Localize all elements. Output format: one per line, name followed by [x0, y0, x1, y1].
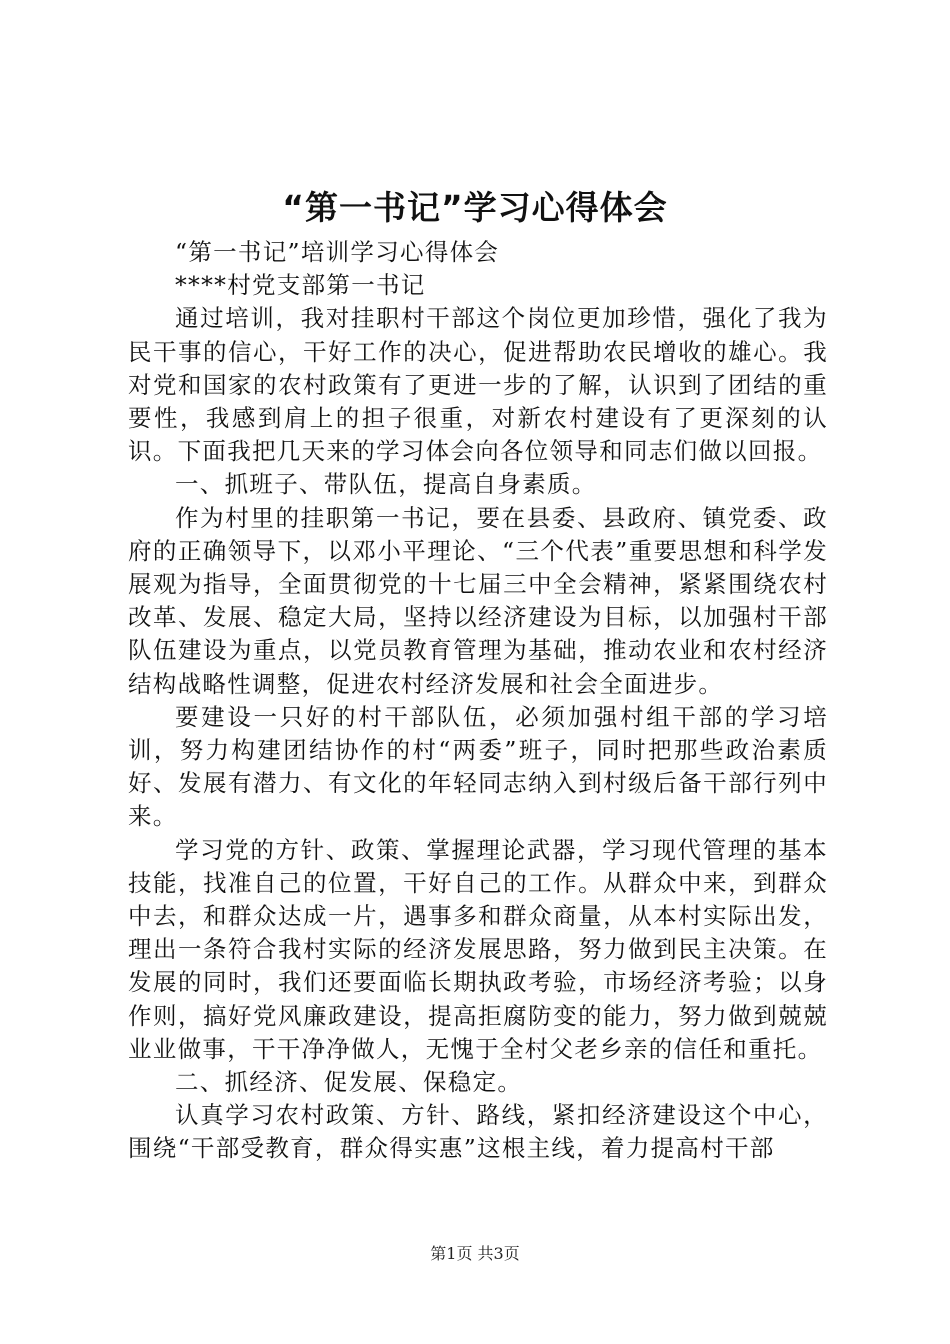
body-paragraph: 要建设一只好的村干部队伍，必须加强村组干部的学习培训，努力构建团结协作的村“两委”班子，同时把那些政治素质好、发展有潜力、有文化的年轻同志纳入到村级后备干部行列中来。	[128, 702, 828, 831]
body-paragraph: 通过培训，我对挂职村干部这个岗位更加珍惜，强化了我为民干事的信心，干好工作的决心，促进帮助农民增收的雄心。我对党和国家的农村政策有了更进一步的了解，认识到了团结的重要性，我感到肩上的担子很重，对新农村建设有了更深刻的认识。下面我把几天来的学习体会向各位领导和同志们做以回报。	[128, 304, 828, 466]
subtitle-paragraph: “第一书记”培训学习心得体会	[175, 238, 500, 266]
page-number-footer: 第1页 共3页	[430, 1244, 520, 1263]
body-paragraph: 认真学习农村政策、方针、路线，紧扣经济建设这个中心，围绕“干部受教育，群众得实惠”这根主线，着力提高村干部	[128, 1101, 828, 1163]
body-paragraph: 作为村里的挂职第一书记，要在县委、县政府、镇党委、政府的正确领导下，以邓小平理论、“三个代表”重要思想和科学发展观为指导，全面贯彻党的十七届三中全会精神，紧紧围绕农村改革、发展、稳定大局，坚持以经济建设为目标，以加强村干部队伍建设为重点，以党员教育管理为基础，推动农业和农村经济结构战略性调整，促进农村经济发展和社会全面进步。	[128, 503, 828, 698]
document-title: “第一书记”学习心得体会	[282, 188, 668, 227]
document-body	[128, 236, 828, 1166]
section-heading-1: 一、抓班子、带队伍，提高自身素质。	[175, 470, 597, 499]
section-heading-2: 二、抓经济、促发展、保稳定。	[175, 1068, 523, 1097]
body-paragraph: 学习党的方针、政策、掌握理论武器，学习现代管理的基本技能，找准自己的位置，干好自己的工作。从群众中来，到群众中去，和群众达成一片，遇事多和群众商量，从本村实际出发，理出一条符合我村实际的经济发展思路，努力做到民主决策。在发展的同时，我们还要面临长期执政考验，市场经济考验；以身作则，搞好党风廉政建设，提高拒腐防变的能力，努力做到兢兢业业做事，干干净净做人，无愧于全村父老乡亲的信任和重托。	[128, 835, 828, 1063]
author-line: ****村党支部第一书记	[175, 271, 426, 300]
